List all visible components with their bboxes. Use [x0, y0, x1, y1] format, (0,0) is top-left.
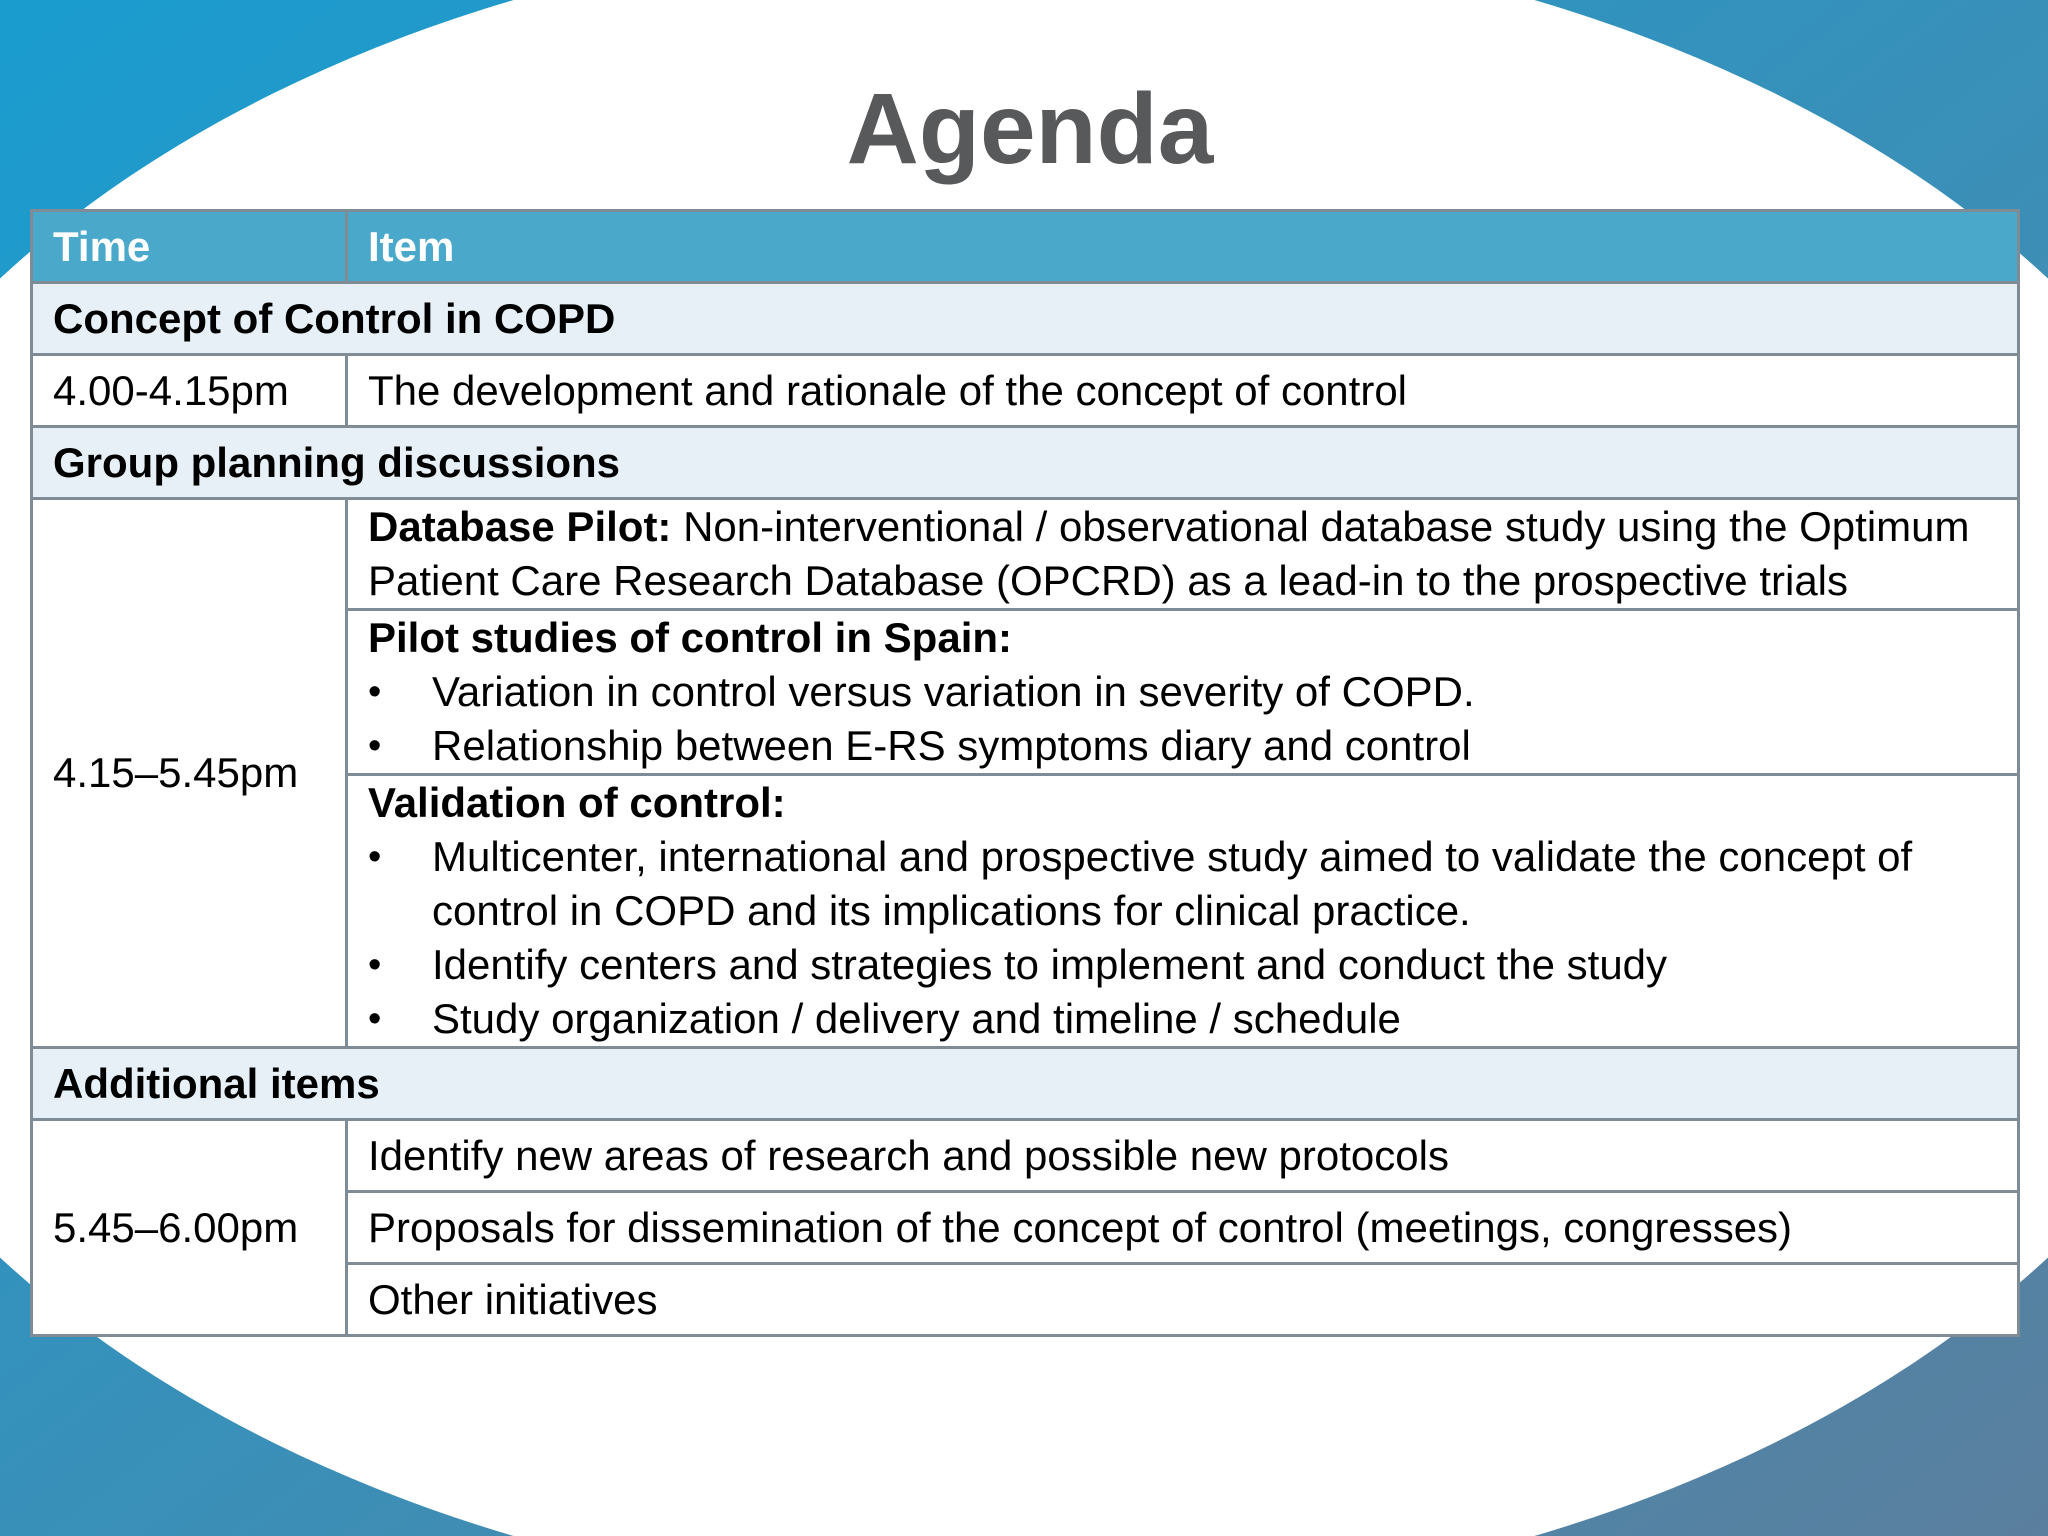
table-row [32, 499, 2019, 610]
bullet-item: • Identify centers and strategies to implement and conduct the study [368, 938, 1997, 992]
time-cell: 5.45–6.00pm [32, 1120, 347, 1336]
page-title: Agenda [846, 73, 1214, 185]
item-lead: Validation of control: [368, 779, 786, 826]
item-lead: Pilot studies of control in Spain: [368, 614, 1013, 661]
bullet-item: • Multicenter, international and prospective study aimed to validate the concept of control in COPD and its implications for clinical practice. [368, 830, 1997, 938]
item-cell: Other initiatives [347, 1264, 2019, 1336]
item-cell: Proposals for dissemination of the concept of control (meetings, congresses) [347, 1192, 2019, 1264]
bullet-item: • Relationship between E-RS symptoms diary and control [368, 719, 1997, 773]
section-row [32, 1048, 2019, 1120]
header-time: Time [32, 211, 347, 283]
table-header-row [32, 211, 2019, 283]
item-cell [347, 775, 2019, 1048]
item-cell [347, 499, 2019, 610]
header-item: Item [347, 211, 2019, 283]
bullet-item: • Variation in control versus variation in severity of COPD. [368, 665, 1997, 719]
bullet-list [368, 830, 1997, 1046]
section-row [32, 283, 2019, 355]
bullet-list [368, 665, 1997, 773]
time-cell: 4.00-4.15pm [32, 355, 347, 427]
item-cell [347, 610, 2019, 775]
item-cell: The development and rationale of the concept of control [347, 355, 2019, 427]
item-cell: Identify new areas of research and possible new protocols [347, 1120, 2019, 1192]
item-text: Non-interventional / observational database study using the Optimum Patient Care Research Database (OPCRD) as a lead-in to the prospective trials [368, 503, 1970, 604]
time-cell: 4.15–5.45pm [32, 499, 347, 1048]
table-row [32, 355, 2019, 427]
section-row [32, 427, 2019, 499]
item-lead: Database Pilot: [368, 503, 672, 550]
section-title: Additional items [32, 1048, 2019, 1120]
table-row [32, 1120, 2019, 1192]
section-title: Group planning discussions [32, 427, 2019, 499]
bullet-item: • Study organization / delivery and timeline / schedule [368, 992, 1997, 1046]
agenda-table [30, 209, 2020, 1337]
section-title: Concept of Control in COPD [32, 283, 2019, 355]
